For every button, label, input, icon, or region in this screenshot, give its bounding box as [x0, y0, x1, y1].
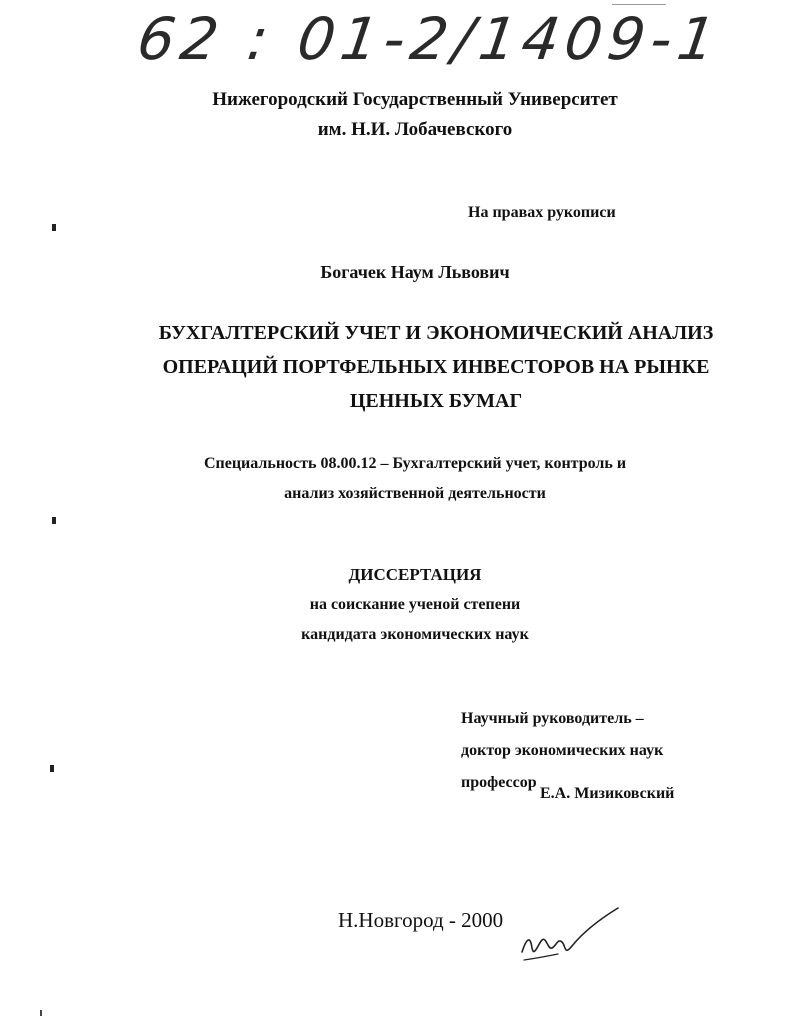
university-name-line2: им. Н.И. Лобачевского: [317, 119, 513, 140]
supervisor-name: Е.А. Мизиковский: [540, 785, 675, 802]
university-name: Нижегородский Государственный Университет: [212, 89, 618, 110]
specialty-line-1: Специальность 08.00.12 – Бухгалтерский учет, контроль и: [203, 455, 627, 472]
margin-mark: [52, 517, 56, 524]
dissertation-block: [0, 560, 793, 650]
degree-purpose: на соискание ученой степени: [309, 596, 521, 613]
corner-mark: [40, 1010, 42, 1016]
handwritten-archive-code: 62 : 01-2/1409-1: [133, 5, 726, 73]
specialty-line-2: анализ хозяйственной деятельности: [284, 485, 546, 502]
title-line-2: ОПЕРАЦИЙ ПОРТФЕЛЬНЫХ ИНВЕСТОРОВ НА РЫНКЕ: [162, 356, 710, 378]
dissertation-heading: ДИССЕРТАЦИЯ: [348, 565, 482, 584]
degree-name: кандидата экономических наук: [301, 626, 529, 643]
manuscript-rights-note: На правах рукописи: [468, 204, 616, 221]
margin-mark: [50, 765, 54, 772]
handwritten-signature: [518, 900, 628, 970]
title-line-3: ЦЕННЫХ БУМАГ: [349, 390, 523, 412]
supervisor-role: Научный руководитель –: [461, 710, 644, 727]
author-name: Богачек Наум Львович: [320, 262, 510, 282]
title-line-1: БУХГАЛТЕРСКИЙ УЧЕТ И ЭКОНОМИЧЕСКИЙ АНАЛИЗ: [158, 322, 714, 344]
supervisor-degree: доктор экономических наук: [461, 742, 664, 759]
city-and-year: Н.Новгород - 2000: [338, 908, 504, 932]
supervisor-rank: профессор: [461, 774, 537, 791]
margin-mark: [52, 224, 56, 231]
specialty: [0, 449, 793, 509]
dissertation-title: [0, 316, 793, 418]
